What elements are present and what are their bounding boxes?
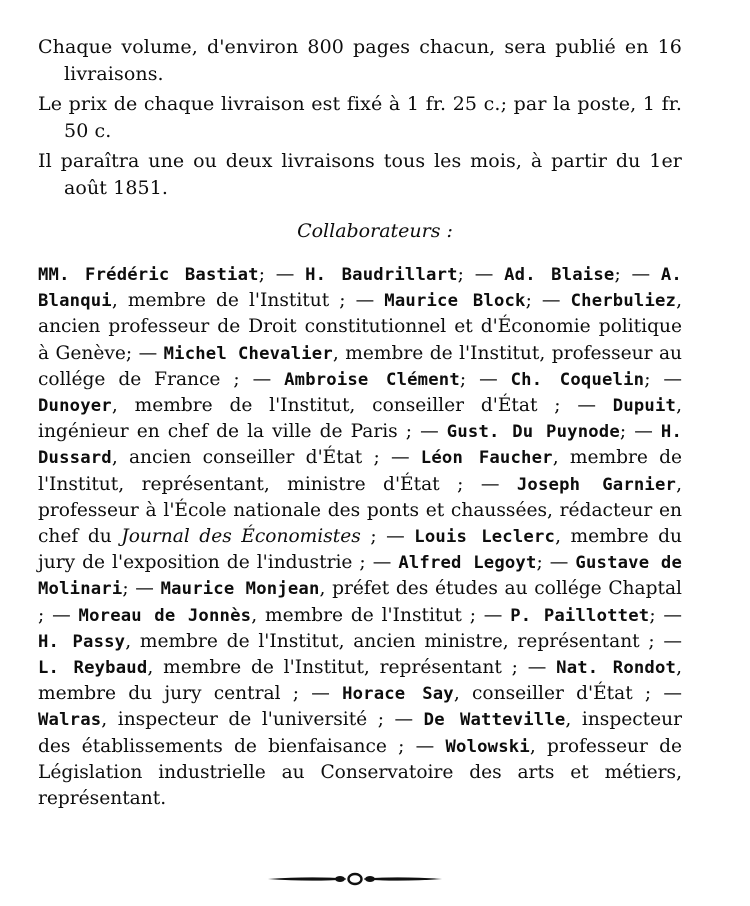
collaborator-name: H. Baudrillart [305, 265, 458, 285]
collaborator-desc: ; [649, 604, 656, 626]
collaborator-entry [38, 709, 384, 730]
collaborator-desc: ; [122, 578, 129, 600]
collaborator-desc: ; [536, 552, 543, 574]
collaborator-name: Horace Say [342, 684, 454, 705]
collaborator-desc: , préfet des études au collége Chaptal ; [38, 578, 683, 626]
collaborator-desc: ; [525, 290, 532, 312]
journal-after: ; [360, 526, 377, 548]
collaborator-name: H. Dussard [38, 422, 683, 469]
collaborator-desc: , membre de l'Institut ; [251, 604, 476, 626]
collaborator-desc: , membre du jury de l'exposition de l'industrie ; [38, 526, 682, 574]
collaborator-entry [384, 290, 532, 311]
collaborator-entry [447, 421, 626, 442]
collaborator-name: Gust. Du Puynode [446, 422, 620, 443]
collaborator-entry [305, 264, 464, 285]
collaborator-name: Maurice Block [384, 291, 526, 312]
collaborator-entry [398, 552, 542, 573]
collaborator-name: A. Blanqui [38, 265, 682, 312]
collaborator-name: L. Reybaud [38, 658, 148, 679]
collaborator-entry [38, 657, 518, 678]
collaborator-name: Léon Faucher [420, 448, 553, 469]
collaborator-name: Walras [38, 710, 102, 731]
collaborator-name: Dupuit [612, 396, 677, 417]
collaborator-name: P. Paillottet [510, 605, 650, 626]
collaborator-name: Ch. Coquelin [510, 369, 645, 390]
collaborator-entry [38, 395, 561, 416]
collaborator-entry [342, 683, 651, 704]
collaborator-desc: ; [614, 264, 621, 285]
collaborator-name: Gustave de Molinari [38, 553, 682, 600]
collaborator-desc: ; [644, 368, 651, 390]
collaborator-desc: ; [457, 264, 464, 285]
collaborator-entry [510, 605, 655, 626]
collaborator-name: MM. Frédéric Bastiat [38, 265, 259, 285]
collaborator-desc: , professeur à l'École nationale des ponts et chaussées, rédacteur en chef du [38, 473, 683, 548]
ornament-divider-icon [266, 868, 444, 890]
collaborator-name: Wolowski [445, 736, 530, 757]
collaborator-desc: , professeur de Législation industrielle au Conservatoire des arts et métiers, représentant. [38, 735, 682, 810]
collaborator-name: H. Passy [38, 631, 126, 652]
collaborator-entry [79, 605, 476, 626]
collaborator-entry [504, 264, 621, 285]
collaborator-name: De Watteville [423, 710, 566, 731]
collaborator-name: Michel Chevalier [163, 343, 333, 364]
collaborator-name: Moreau de Jonnès [78, 605, 252, 626]
collaborator-desc: , ancien conseiller d'État ; [111, 447, 380, 469]
collaborator-desc: , membre du jury central ; [38, 657, 682, 705]
collaborator-desc: , membre de l'Institut ; [111, 290, 346, 312]
collaborator-desc: , membre de l'Institut, conseiller d'État ; [111, 395, 561, 417]
collaborator-desc: ; [258, 264, 265, 285]
paragraph-volume-pages: Chaque volume, d'environ 800 pages chacun, sera publié en 16 livraisons. [38, 36, 682, 85]
collaborator-desc: , membre de l'Institut, ancien ministre, représentant ; [125, 630, 655, 652]
journal-title: Journal des Économistes [121, 526, 361, 548]
collaborator-entry [511, 369, 651, 390]
collaborator-name: Louis Leclerc [414, 527, 556, 548]
collaborator-desc: , inspecteur de l'université ; [101, 709, 384, 731]
paragraph-schedule: Il paraîtra une ou deux livraisons tous les mois, à partir du 1er août 1851. [38, 150, 682, 199]
collaborator-name: Dunoyer [38, 396, 112, 417]
collaborator-name: Joseph Garnier [516, 474, 677, 495]
collaborators-heading: Collaborateurs : [297, 220, 453, 242]
collaborator-name: Cherbuliez [570, 291, 677, 312]
collaborator-name: Alfred Legoyt [398, 553, 537, 574]
collaborator-entry [284, 369, 466, 390]
collaborator-name: Ad. Blaise [504, 265, 615, 285]
collaborator-desc: , membre de l'Institut, professeur au collége de France ; [38, 342, 683, 390]
collaborator-desc: ; [619, 421, 627, 443]
collaborator-name: Nat. Rondot [556, 658, 677, 679]
collaborator-entry [38, 631, 655, 652]
collaborator-desc: , ingénieur en chef de la ville de Paris ; [38, 395, 682, 443]
collaborator-desc: , conseiller d'État ; [453, 683, 652, 705]
collaborator-name: Maurice Monjean [160, 579, 320, 600]
collaborator-name: Ambroise Clément [284, 369, 460, 390]
collaborator-entry [38, 264, 265, 285]
collaborator-desc: , ancien professeur de Droit constitutionnel et d'Économie politique à Genève; [38, 290, 683, 364]
collaborator-desc: , membre de l'Institut, représentant ; [147, 657, 518, 679]
collaborator-desc: ; [459, 368, 467, 390]
collaborator-desc: , inspecteur des établissements de bienfaisance ; [38, 709, 682, 757]
collaborator-desc: , membre de l'Institut, représentant, ministre d'État ; [38, 447, 682, 495]
paragraph-price: Le prix de chaque livraison est fixé à 1 fr. 25 c.; par la poste, 1 fr. 50 c. [38, 93, 682, 142]
collaborators-list: MM. Frédéric Bastiat; — H. Baudrillart; — Ad. Blaise; — A. Blanqui, membre de l'Institut ; — Maurice Block; — Cherbuliez, ancien professeur de Droit constitutionnel et d'Économie politique à Genève; — Michel Chevalier, membre de l'Institut, professeur au collége de France ; — Ambroise Clément; — Ch. Coquelin; — Dunoyer, membre de l'Institut, conseiller d'État ; — Dupuit, ingénieur en chef de la ville de Paris ; — Gust. Du Puynode; — H. Dussard, ancien conseiller d'État ; — Léon Faucher, membre de l'Institut, représentant, ministre d'État ; — Joseph Garnier, professeur à l'École nationale des ponts et chaussées, rédacteur en chef du Journal des Économistes ; — Louis Leclerc, membre du jury de l'exposition de l'industrie ; — Alfred Legoyt; — Gustave de Molinari; — Maurice Monjean, préfet des études au collége Chaptal ; — Moreau de Jonnès, membre de l'Institut ; — P. Paillottet; — H. Passy, membre de l'Institut, ancien ministre, représentant ; — L. Reybaud, membre de l'Institut, représentant ; — Nat. Rondot, membre du jury central ; — Horace Say, conseiller d'État ; — Walras, inspecteur de l'université ; — De Watteville, inspecteur des établissements de bienfaisance ; — Wolowski, professeur de Législation industrielle au Conservatoire des arts et métiers, représentant. [38, 264, 683, 810]
